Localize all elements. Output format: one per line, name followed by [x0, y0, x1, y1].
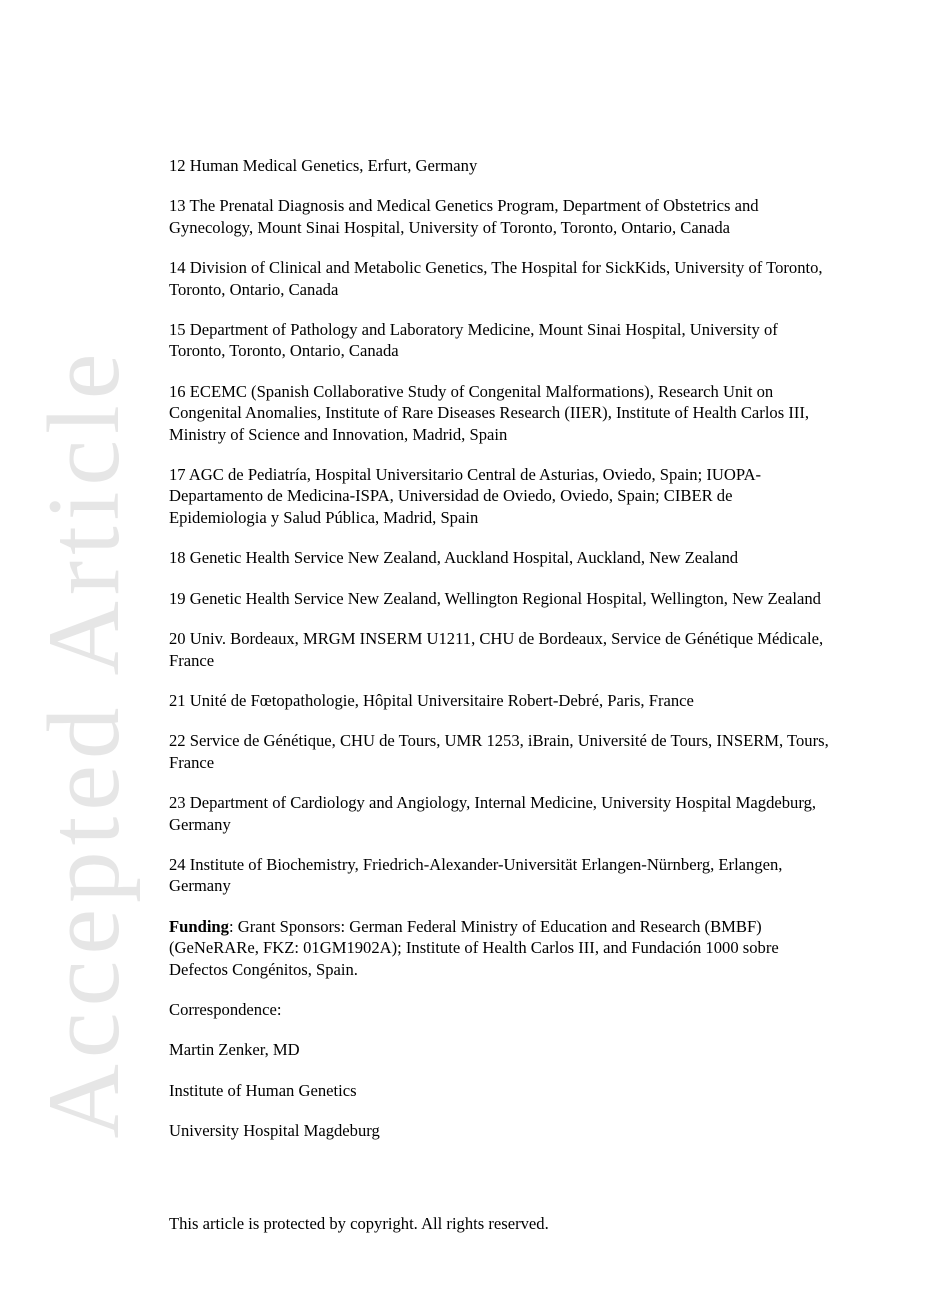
affiliation-16: 16 ECEMC (Spanish Collaborative Study of Congenital Malformations), Research Unit on Congenital Anomalies, Institute of Rare Diseases Research (IIER), Institute of Health Carlos III, Ministry of Science and Innovation, Madrid, Spain — [169, 381, 810, 444]
affiliation-20: 20 Univ. Bordeaux, MRGM INSERM U1211, CHU de Bordeaux, Service de Génétique Médicale, France — [169, 629, 824, 670]
funding-label: Funding — [169, 916, 229, 936]
correspondence-institute: Institute of Human Genetics — [169, 1080, 357, 1100]
funding-paragraph — [169, 916, 829, 980]
affiliation-19: 19 Genetic Health Service New Zealand, Wellington Regional Hospital, Wellington, New Zealand — [169, 588, 821, 608]
affiliation-13: 13 The Prenatal Diagnosis and Medical Genetics Program, Department of Obstetrics and Gynecology, Mount Sinai Hospital, University of Toronto, Toronto, Ontario, Canada — [169, 196, 759, 237]
affiliation-21: 21 Unité de Fœtopathologie, Hôpital Universitaire Robert-Debré, Paris, France — [169, 690, 694, 710]
affiliation-18: 18 Genetic Health Service New Zealand, Auckland Hospital, Auckland, New Zealand — [169, 548, 739, 568]
affiliation-15: 15 Department of Pathology and Laboratory Medicine, Mount Sinai Hospital, University of Toronto, Toronto, Ontario, Canada — [169, 320, 778, 361]
affiliation-17: 17 AGC de Pediatría, Hospital Universitario Central de Asturias, Oviedo, Spain; IUOPA-Departamento de Medicina-ISPA, Universidad de Oviedo, Oviedo, Spain; CIBER de Epidemiologia y Salud Pública, Madrid, Spain — [169, 465, 762, 527]
correspondence-name: Martin Zenker, MD — [169, 1040, 300, 1060]
watermark — [27, 318, 141, 1168]
affiliation-12: 12 Human Medical Genetics, Erfurt, Germany — [169, 156, 478, 175]
affiliation-22: 22 Service de Génétique, CHU de Tours, UMR 1253, iBrain, Université de Tours, INSERM, Tours, France — [169, 731, 829, 772]
copyright-footer: This article is protected by copyright. All rights reserved. — [169, 1214, 549, 1233]
funding-text: : Grant Sponsors: German Federal Ministry of Education and Research (BMBF) (GeNeRARe, FKZ: 01GM1902A); Institute of Health Carlos III, and Fundación 1000 sobre Defectos Congénitos, Spain. — [169, 916, 779, 979]
affiliation-23: 23 Department of Cardiology and Angiology, Internal Medicine, University Hospital Magdeburg, Germany — [169, 793, 817, 834]
affiliation-14: 14 Division of Clinical and Metabolic Genetics, The Hospital for SickKids, University of Toronto, Toronto, Ontario, Canada — [169, 258, 823, 299]
page-body — [169, 155, 829, 1161]
correspondence-heading: Correspondence: — [169, 999, 282, 1019]
watermark-text: Accepted Article — [27, 347, 141, 1139]
affiliation-24: 24 Institute of Biochemistry, Friedrich-Alexander-Universität Erlangen-Nürnberg, Erlangen, Germany — [169, 854, 783, 896]
correspondence-hospital: University Hospital Magdeburg — [169, 1121, 380, 1141]
